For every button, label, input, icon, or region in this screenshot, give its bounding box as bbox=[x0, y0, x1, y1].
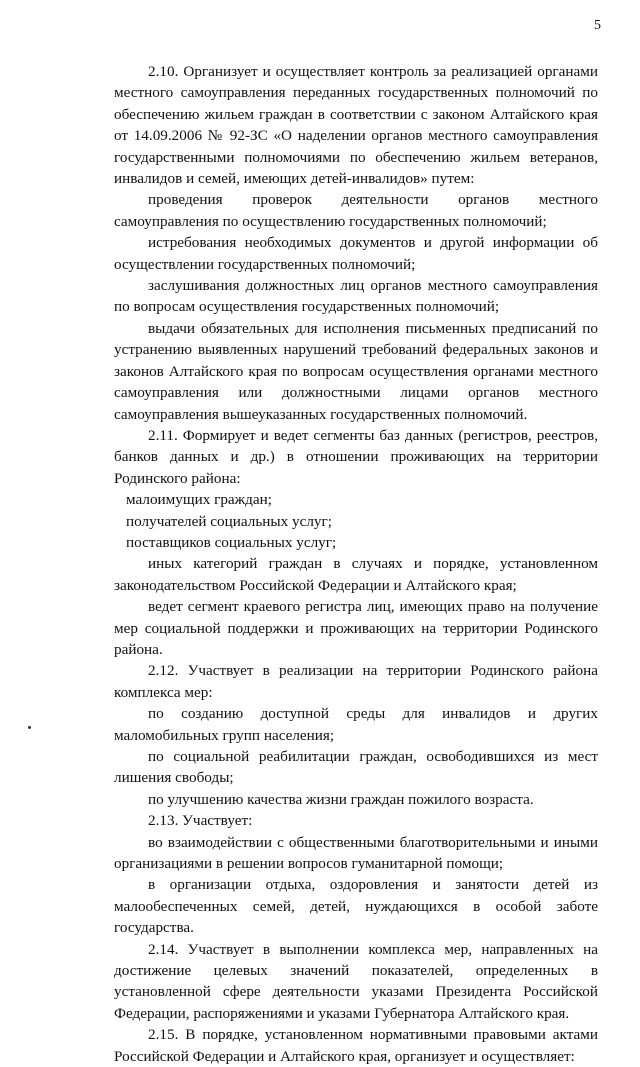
paragraph-item: иных категорий граждан в случаях и порядке, установленном законодательством Российской Федерации и Алтайского края; bbox=[114, 555, 598, 594]
paragraph-item: во взаимодействии с общественными благотворительными и иными организациями в решении вопросов гуманитарной помощи; bbox=[114, 833, 598, 873]
paragraph-2-13: 2.13. Участвует: bbox=[148, 812, 253, 830]
document-body bbox=[114, 61, 598, 1067]
list-item: получателей социальных услуг; bbox=[126, 512, 332, 530]
paragraph-2-12: 2.12. Участвует в реализации на территории Родинского района комплекса мер: bbox=[114, 662, 598, 701]
paragraph-item: по социальной реабилитации граждан, освободившихся из мест лишения свободы; bbox=[114, 748, 598, 787]
paragraph-item: в организации отдыха, оздоровления и занятости детей из малообеспеченных семей, детей, нуждающихся в особой заботе государства. bbox=[114, 876, 598, 937]
paragraph-item: заслушивания должностных лиц органов местного самоуправления по вопросам осуществления государственных полномочий; bbox=[114, 277, 598, 316]
paragraph-2-15: 2.15. В порядке, установленном нормативными правовыми актами Российской Федерации и Алтайского края, организует и осуществляет: bbox=[114, 1026, 598, 1065]
paragraph-2-11: 2.11. Формирует и ведет сегменты баз данных (регистров, реестров, банков данных и др.) в отношении проживающих на территории Родинского района: bbox=[114, 426, 598, 487]
paragraph-2-10: 2.10. Организует и осуществляет контроль за реализацией органами местного самоуправления переданных государственных полномочий по обеспечению жильем граждан в соответствии с законом Алтайского края от 14.09.2006 № 92-ЗС «О наделении органов местного самоуправления государственными полномочиями по обеспечению жильем ветеранов, инвалидов и семей, имеющих детей-инвалидов» путем: bbox=[114, 63, 598, 188]
paragraph-item: истребования необходимых документов и другой информации об осуществлении государственных полномочий; bbox=[114, 234, 598, 273]
scan-artifact bbox=[28, 726, 31, 729]
paragraph-item: по созданию доступной среды для инвалидов и других маломобильных групп населения; bbox=[114, 705, 598, 744]
paragraph-item: по улучшению качества жизни граждан пожилого возраста. bbox=[148, 790, 534, 808]
paragraph-2-14: 2.14. Участвует в выполнении комплекса мер, направленных на достижение целевых значений показателей, определенных в установленной сфере деятельности указами Президента Российской Федерации, распоряжениями и указами Губернатора Алтайского края. bbox=[114, 940, 598, 1022]
page-number: 5 bbox=[594, 18, 601, 33]
paragraph-item: проведения проверок деятельности органов местного самоуправления по осуществлению государственных полномочий; bbox=[114, 191, 598, 230]
list-item: поставщиков социальных услуг; bbox=[126, 533, 337, 551]
list-item: малоимущих граждан; bbox=[126, 491, 272, 509]
paragraph-item: выдачи обязательных для исполнения письменных предписаний по устранению выявленных нарушений требований федеральных законов и законов Алтайского края по вопросам осуществления органами местного самоуправления или должностными лицами органов местного самоуправления вышеуказанных государственных полномочий. bbox=[114, 319, 598, 423]
paragraph-item: ведет сегмент краевого регистра лиц, имеющих право на получение мер социальной поддержки и проживающих на территории Родинского района. bbox=[114, 598, 598, 658]
